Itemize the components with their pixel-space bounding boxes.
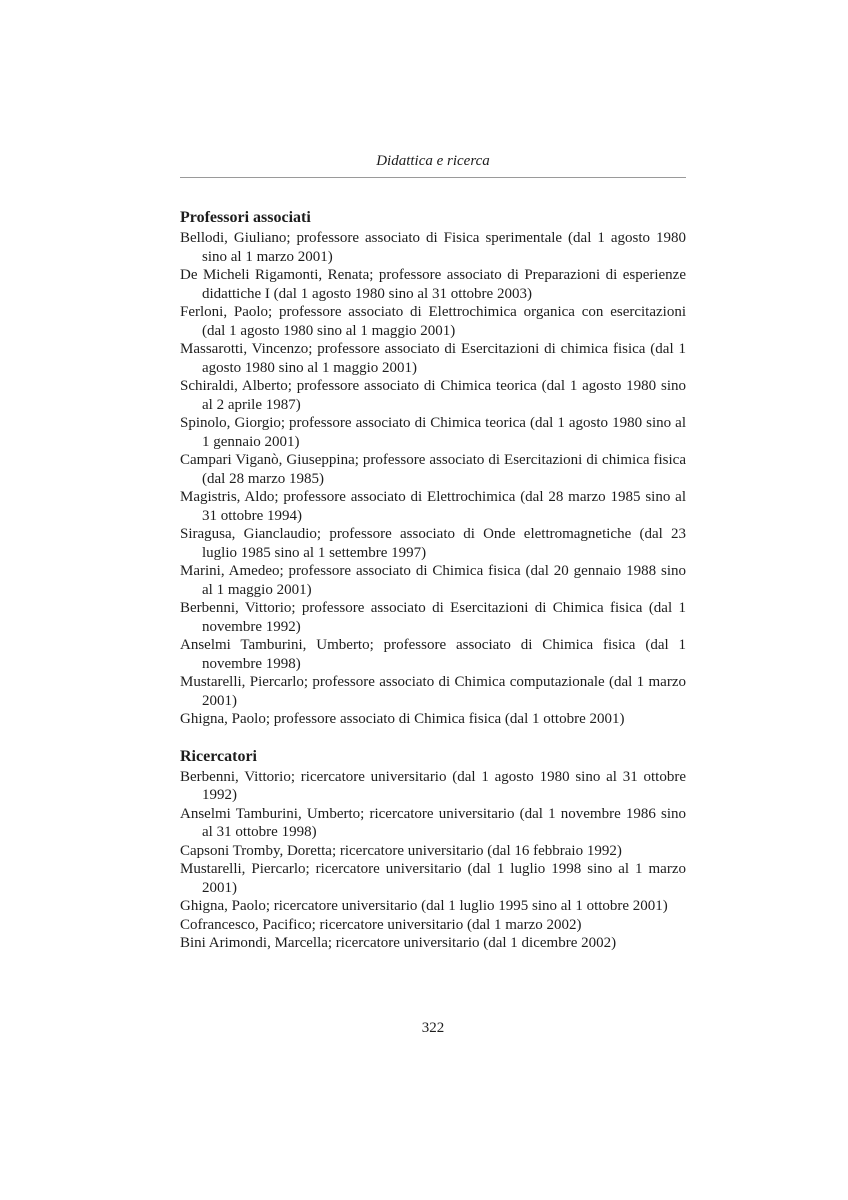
entry: Anselmi Tamburini, Umberto; ricercatore universitario (dal 1 novembre 1986 sino al 31 ottobre 1998) (180, 805, 686, 840)
entry: Ferloni, Paolo; professore associato di Elettrochimica organica con esercitazioni (dal 1 agosto 1980 sino al 1 maggio 2001) (180, 304, 686, 339)
section-title: Ricercatori (180, 747, 257, 765)
entry: Spinolo, Giorgio; professore associato di Chimica teorica (dal 1 agosto 1980 sino al 1 gennaio 2001) (180, 415, 686, 450)
entry-list (180, 768, 686, 953)
entry: Anselmi Tamburini, Umberto; professore associato di Chimica fisica (dal 1 novembre 1998) (180, 637, 686, 672)
entry: Schiraldi, Alberto; professore associato di Chimica teorica (dal 1 agosto 1980 sino al 2 aprile 1987) (180, 378, 686, 413)
running-header: Didattica e ricerca (376, 153, 490, 169)
entry: Ghigna, Paolo; ricercatore universitario (dal 1 luglio 1995 sino al 1 ottobre 2001) (180, 898, 668, 914)
entry: Capsoni Tromby, Doretta; ricercatore universitario (dal 16 febbraio 1992) (180, 842, 622, 859)
header-divider (180, 177, 686, 178)
entry: Bini Arimondi, Marcella; ricercatore universitario (dal 1 dicembre 2002) (180, 935, 617, 951)
entry: Ghigna, Paolo; professore associato di Chimica fisica (dal 1 ottobre 2001) (180, 711, 625, 727)
entry: De Micheli Rigamonti, Renata; professore associato di Preparazioni di esperienze didattiche I (dal 1 agosto 1980 sino al 31 ottobre 2003) (180, 267, 686, 302)
entry-list (180, 229, 686, 729)
entry: Cofrancesco, Pacifico; ricercatore universitario (dal 1 marzo 2002) (180, 916, 582, 933)
section-title: Professori associati (180, 209, 311, 226)
entry: Bellodi, Giuliano; professore associato di Fisica sperimentale (dal 1 agosto 1980 sino al 1 marzo 2001) (180, 230, 686, 265)
entry: Marini, Amedeo; professore associato di Chimica fisica (dal 20 gennaio 1988 sino al 1 maggio 2001) (180, 563, 686, 598)
page-content (180, 152, 686, 953)
entry: Mustarelli, Piercarlo; professore associato di Chimica computazionale (dal 1 marzo 2001) (180, 674, 686, 709)
section (180, 747, 686, 953)
page-number: 322 (421, 1020, 445, 1036)
sections (180, 208, 686, 953)
entry: Magistris, Aldo; professore associato di Elettrochimica (dal 28 marzo 1985 sino al 31 ottobre 1994) (180, 489, 686, 524)
section (180, 208, 686, 729)
entry: Campari Viganò, Giuseppina; professore associato di Esercitazioni di chimica fisica (dal 28 marzo 1985) (180, 452, 686, 487)
entry: Mustarelli, Piercarlo; ricercatore universitario (dal 1 luglio 1998 sino al 1 marzo 2001) (180, 861, 686, 896)
entry: Berbenni, Vittorio; professore associato di Esercitazioni di Chimica fisica (dal 1 novembre 1992) (180, 600, 686, 635)
entry: Siragusa, Gianclaudio; professore associato di Onde elettromagnetiche (dal 23 luglio 1985 sino al 1 settembre 1997) (180, 526, 686, 561)
entry: Massarotti, Vincenzo; professore associato di Esercitazioni di chimica fisica (dal 1 agosto 1980 sino al 1 maggio 2001) (180, 341, 686, 376)
entry: Berbenni, Vittorio; ricercatore universitario (dal 1 agosto 1980 sino al 31 ottobre 1992) (180, 768, 686, 803)
